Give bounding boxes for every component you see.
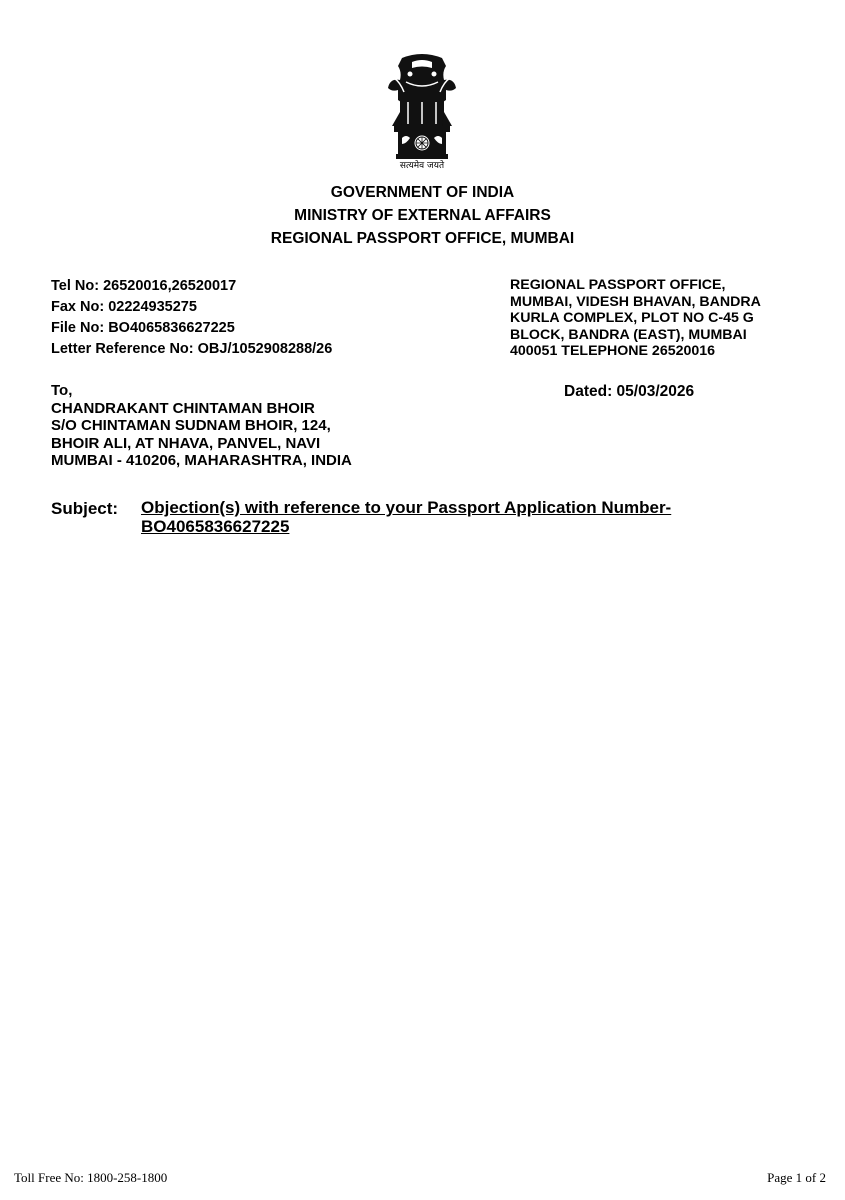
- office-address-line: BLOCK, BANDRA (EAST), MUMBAI: [510, 326, 747, 343]
- recipient-block: [51, 382, 352, 470]
- letter-date: Dated: 05/03/2026: [564, 383, 695, 400]
- page-number: Page 1 of 2: [767, 1170, 826, 1185]
- subject-text: [141, 498, 801, 536]
- office-address-line: 400051 TELEPHONE 26520016: [510, 343, 716, 359]
- letter-reference: Letter Reference No: OBJ/1052908288/26: [51, 341, 333, 357]
- office-address: [510, 277, 810, 360]
- recipient-line: MUMBAI - 410206, MAHARASHTRA, INDIA: [51, 452, 352, 469]
- file-number: File No: BO4065836627225: [51, 320, 235, 336]
- to-label: To,: [51, 382, 73, 399]
- contact-details: [51, 276, 332, 360]
- recipient-line: S/O CHINTAMAN SUDNAM BHOIR, 124,: [51, 417, 331, 434]
- tel-number: Tel No: 26520016,26520017: [51, 278, 237, 294]
- emblem-motto: सत्यमेव जयते: [399, 161, 445, 171]
- office-address-line: REGIONAL PASSPORT OFFICE,: [510, 277, 726, 293]
- fax-number: Fax No: 02224935275: [51, 299, 197, 315]
- recipient-line: BHOIR ALI, AT NHAVA, PANVEL, NAVI: [51, 434, 321, 452]
- header-government: GOVERNMENT OF INDIA: [330, 184, 515, 201]
- toll-free-number: Toll Free No: 1800-258-1800: [14, 1170, 168, 1185]
- subject-application-number: BO4065836627225: [141, 517, 290, 536]
- subject-label: Subject:: [51, 499, 119, 518]
- recipient-line: CHANDRAKANT CHINTAMAN BHOIR: [51, 399, 315, 417]
- subject-line: Objection(s) with reference to your Passport Application Number-: [141, 498, 672, 517]
- header-office: REGIONAL PASSPORT OFFICE, MUMBAI: [270, 230, 575, 247]
- header-ministry: MINISTRY OF EXTERNAL AFFAIRS: [294, 207, 551, 224]
- office-address-line: MUMBAI, VIDESH BHAVAN, BANDRA: [510, 293, 761, 310]
- state-emblem: [372, 52, 472, 180]
- office-address-line: KURLA COMPLEX, PLOT NO C-45 G: [510, 310, 754, 326]
